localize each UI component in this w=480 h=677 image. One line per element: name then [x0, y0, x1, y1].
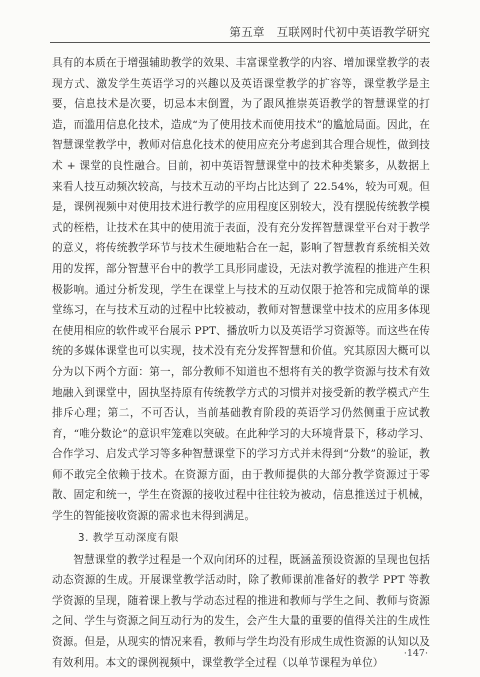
header-rule — [50, 42, 430, 43]
body-text — [52, 53, 430, 673]
body-paragraph: 智慧课堂的教学过程是一个双向闭环的过程，既涵盖预设资源的呈现也包括动态资源的生成。开展课堂教学活动时，除了教师课前准备好的教学 PPT 等教学资源的呈现，随着课上教与学动态过程的推进和教师与学生之间、教师与资源之间、学生与资源之间互动行为的发生，会产生大量的重要的值得关注的生成性资源。但是，从现实的情况来看，教师与学生均没有形成生成性资源的认知以及有效利用。本文的课例视频中，课堂教学全过程（以单节课程为单位） — [52, 553, 430, 669]
section-subheading: 3. 教学互动深度有限 — [78, 532, 180, 544]
body-paragraph: 具有的本质在于增强辅助教学的效果、丰富课堂教学的内容、增加课堂教学的表现方式、激发学生英语学习的兴趣以及英语课堂教学的扩容等，课堂教学是主要，信息技术是次要，切忌本末倒置，为了跟风推崇英语教学的智慧课堂的打造，而滥用信息化技术，造成“为了使用技术而使用技术”的尴尬局面。因此，在智慧课堂教学中，教师对信息化技术的使用应充分考虑到其合理合规性，做到技术 + 课堂的良性融合。目前，初中英语智慧课堂中的技术种类繁多，从数据上来看人技互动频次较高，与技术互动的平均占比达到了 22.54%，较为可观。但是，课例视频中对使用技术进行教学的应用程度区别较大，没有摆脱传统教学模式的桎梏，让技术在其中的使用流于表面，没有充分发挥智慧课堂平台对于教学的意义，将传统教学环节与技术生硬地粘合在一起，影响了智慧教育系统相关效用的发挥，部分智慧平台中的教学工具形同虚设，无法对教学流程的推进产生积极影响。通过分析发现，学生在课堂上与技术的互动仅限于抢答和完成简单的课堂练习，在与技术互动的过程中比较被动，教师对智慧课堂中技术的应用多体现在使用相应的软件或平台展示 PPT、播放听力以及英语学习资源等。而这些在传统的多媒体课堂也可以实现，技术没有充分发挥智慧和价值。究其原因大概可以分为以下两个方面：第一，部分教师不知道也不想将有关的教学资源与技术有效地融入到课堂中，固执坚持原有传统教学方式的习惯并对接受新的教学模式产生排斥心理；第二，不可否认，当前基础教育阶段的英语学习仍然侧重于应试教育，“唯分数论”的意识牢笼难以突破。在此种学习的大环境背景下，移动学习、合作学习、启发式学习等多种智慧课堂下的学习方式并未得到“分数”的验证，教师不敢完全依赖于技术。在资源方面，由于教师提供的大部分教学资源过于零散、固定和统一，学生在资源的接收过程中往往较为被动，信息推送过于机械，学生的智能接收资源的需求也未得到满足。 — [52, 57, 430, 523]
running-head: 第五章 互联网时代初中英语教学研究 — [229, 25, 430, 39]
page-number: ·147· — [403, 648, 428, 659]
